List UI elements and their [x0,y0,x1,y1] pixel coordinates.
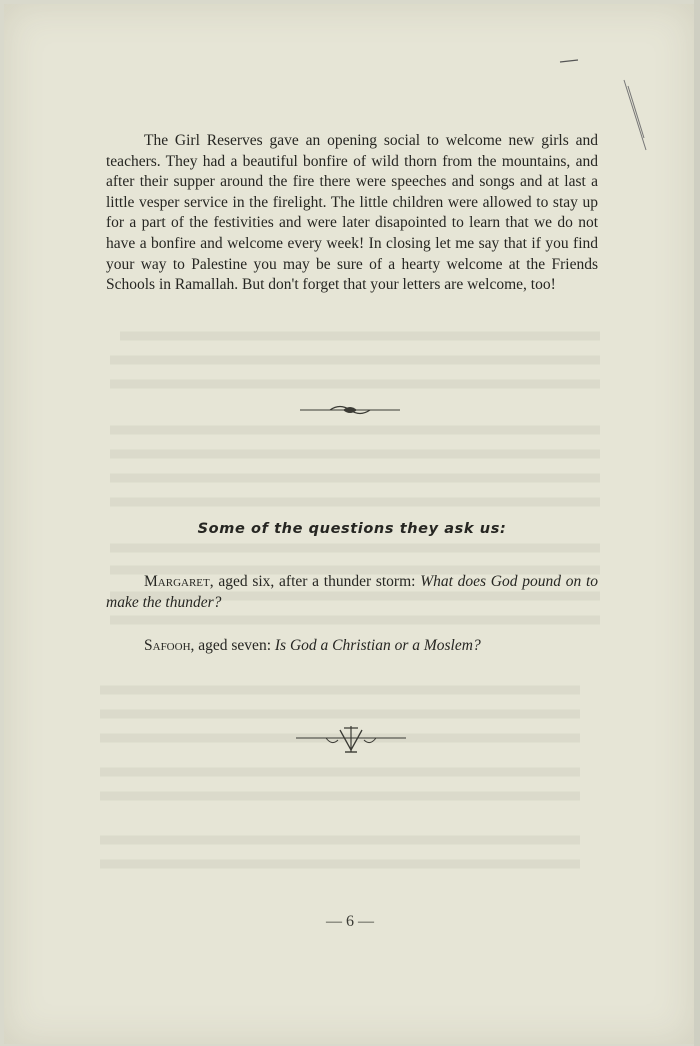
question-context: , aged seven: [190,637,275,654]
child-name: Margaret [144,573,210,590]
questions-heading: Some of the questions they ask us: [197,521,507,537]
question-text: Is God a Christian or a Moslem? [274,637,481,654]
child-name: Safooh [144,637,191,654]
question-item [106,571,598,613]
question-item [106,635,598,656]
question-context: , aged six, after a thunder storm: [209,573,421,590]
ornament-divider-bottom [0,724,700,760]
intro-paragraph: The Girl Reserves gave an opening social to welcome new girls and teachers. They had a beautiful bonfire of wild thorn from the mountains, and after their supper around the fire there were speeches and songs and at last a little vesper service in the firelight. The little children were allowed to stay up for a part of the festivities and were later disapointed to learn that we do not have a bonfire and welcome every week! In closing let me say that if you find your way to Palestine you may be sure of a hearty welcome at the Friends Schools in Ramallah. But don't forget that your letters are welcome, too! [106,132,598,294]
question-text: What does God pound on to make the thunder? [106,573,598,611]
page-number: — 6 — [326,913,374,930]
ornament-divider-top [0,398,700,422]
